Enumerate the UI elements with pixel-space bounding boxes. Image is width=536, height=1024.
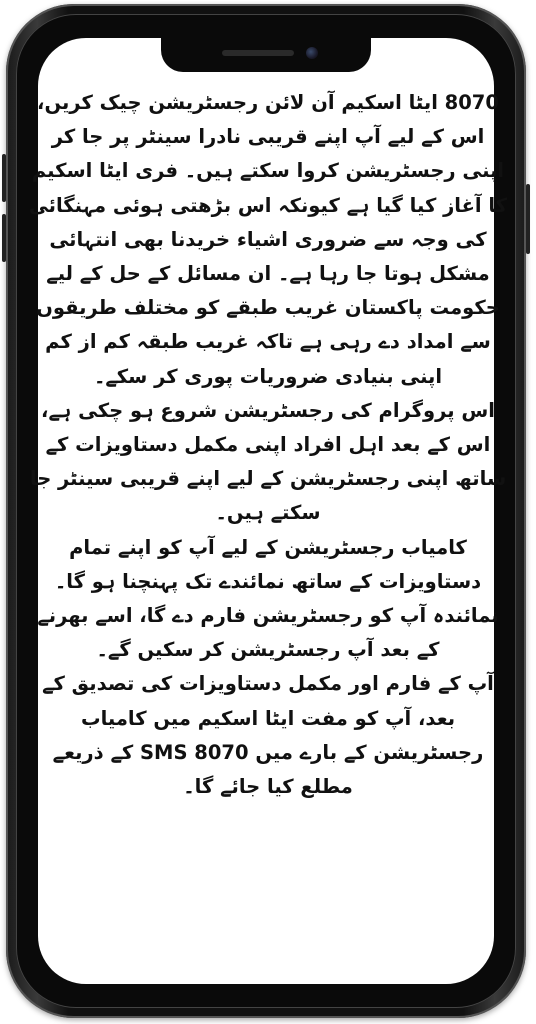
volume-down-button: [2, 214, 6, 262]
front-camera-icon: [306, 47, 318, 59]
paragraph-registration-started: اس پروگرام کی رجسٹریشن شروع ہو چکی ہے، اس کے بعد اہل افراد اپنی مکمل دستاویزات کے ساتھ اپنی رجسٹریشن کے لیے اپنے قریبی سینٹر جا سکتے ہیں۔: [29, 398, 507, 525]
paragraph-form: نمائندہ آپ کو رجسٹریشن فارم دے گا، اسے بھرنے کے بعد آپ رجسٹریشن کر سکیں گے۔: [37, 604, 499, 662]
article-text: [28, 86, 508, 804]
speaker-grille: [222, 50, 294, 56]
power-button: [526, 184, 530, 254]
notch: [161, 38, 371, 72]
paragraph-documents: کامیاب رجسٹریشن کے لیے آپ کو اپنے تمام دستاویزات کے ساتھ نمائندے تک پہنچنا ہو گا۔: [54, 535, 482, 593]
paragraph-sms-notification: آپ کے فارم اور مکمل دستاویزات کی تصدیق کے بعد، آپ کو مفت ایٹا اسکیم میں کامیاب رجسٹریشن کے بارے میں SMS 8070 کے ذریعے مطلع کیا جائے گا۔: [42, 672, 494, 799]
volume-up-button: [2, 154, 6, 202]
paragraph-intro: 8070 ایٹا اسکیم آن لائن رجسٹریشن چیک کریں، اس کے لیے آپ اپنے قریبی نادرا سینٹر پر جا کر اپنی رجسٹریشن کروا سکتے ہیں۔ فری ایٹا اسکیم کا آغاز کیا گیا ہے کیونکہ اس بڑھتی ہوئی مہنگائی کی وجہ سے ضروری اشیاء خریدنا بھی انتہائی مشکل ہوتا جا رہا ہے۔ ان مسائل کے حل کے لیے حکومت پاکستان غریب طبقے کو مختلف طریقوں سے امداد دے رہی ہے تاکہ غریب طبقہ کم از کم اپنی بنیادی ضروریات پوری کر سکے۔: [28, 91, 508, 388]
